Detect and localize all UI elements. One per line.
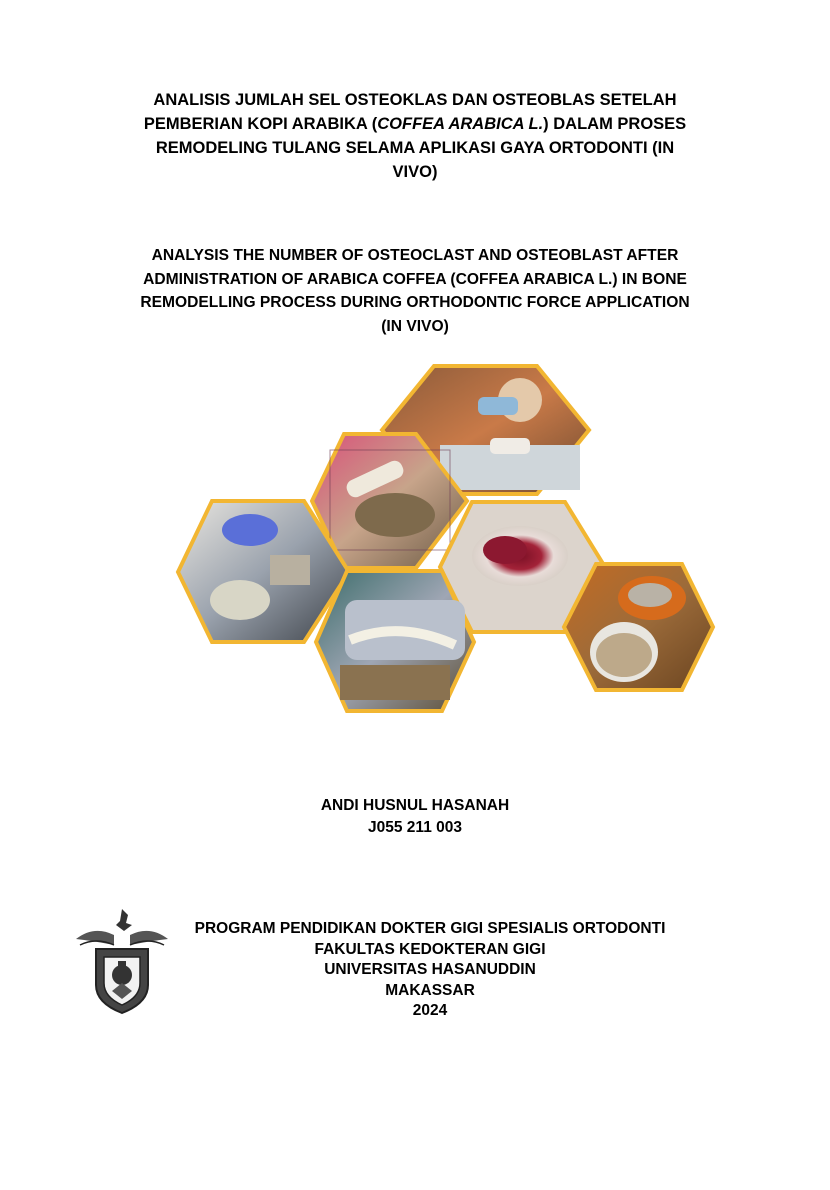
title-id-line-2-post: ) DALAM PROSES <box>543 115 687 133</box>
tissue-sample-photo-icon <box>440 502 605 632</box>
cloth-wrapped-rat-photo-icon <box>316 571 474 711</box>
gloved-hands-photo-icon <box>178 501 349 642</box>
title-indonesian <box>0 88 830 184</box>
title-id-line-2-pre: PEMBERIAN KOPI ARABIKA ( <box>143 115 378 133</box>
title-en-line-4: (IN VIVO) <box>381 317 449 335</box>
student-id: J055 211 003 <box>368 819 462 836</box>
title-en-line-3: REMODELLING PROCESS DURING ORTHODONTIC FORCE APPLICATION <box>140 294 690 311</box>
title-en-line-2: ADMINISTRATION OF ARABICA COFFEA (COFFEA ARABICA L.) IN BONE <box>143 270 687 288</box>
lab-researcher-photo-icon <box>382 366 589 494</box>
author-name: ANDI HUSNUL HASANAH <box>320 797 510 814</box>
author-block <box>0 795 830 839</box>
title-id-line-4: VIVO) <box>392 163 438 181</box>
rat-cage-photo-icon <box>312 434 467 568</box>
coffee-cup-photo-icon <box>564 564 713 690</box>
title-id-species: COFFEA ARABICA L. <box>377 115 544 133</box>
title-en-line-1: ANALYSIS THE NUMBER OF OSTEOCLAST AND OSTEOBLAST AFTER <box>151 247 679 264</box>
institution-block <box>130 919 730 1022</box>
title-id-line-2 <box>0 112 830 136</box>
title-id-line-3: REMODELING TULANG SELAMA APLIKASI GAYA ORTODONTI (IN <box>155 139 675 157</box>
city-name: MAKASSAR <box>385 981 475 999</box>
title-english <box>0 244 830 338</box>
title-id-line-1: ANALISIS JUMLAH SEL OSTEOKLAS DAN OSTEOBLAS SETELAH <box>153 91 677 109</box>
year: 2024 <box>412 1002 448 1019</box>
university-name: UNIVERSITAS HASANUDDIN <box>324 961 536 978</box>
program-name: PROGRAM PENDIDIKAN DOKTER GIGI SPESIALIS ORTODONTI <box>194 920 666 937</box>
faculty-name: FAKULTAS KEDOKTERAN GIGI <box>314 940 546 958</box>
